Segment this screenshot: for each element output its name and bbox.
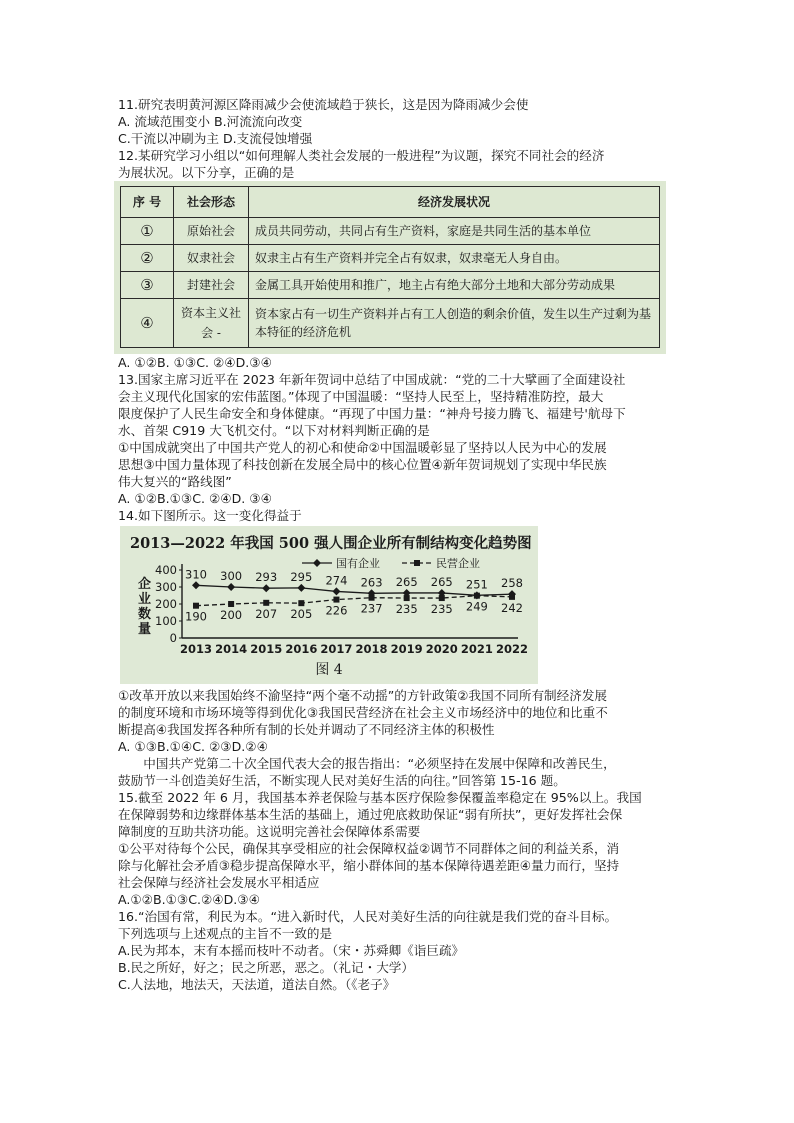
q13-line: 13.国家主席习近平在 2023 年新年贺词中总结了中国成就：“党的二十大擘画了全面建设社 <box>118 372 626 387</box>
data-label-private: 226 <box>325 603 348 618</box>
x-tick-label: 2015 <box>250 642 283 656</box>
economy-table-frame <box>114 181 666 354</box>
data-point-private <box>263 600 269 606</box>
q15-line: 在保障弱势和边缘群体基本生活的基础上，通过兜底救助保证“弱有所扶”，更好发挥社会保 <box>118 807 623 822</box>
q14-line: 断提高④我国发挥各种所有制的长处并调动了不同经济主体的积极性 <box>118 722 495 737</box>
data-point-state <box>297 584 305 592</box>
data-label-private: 242 <box>501 600 523 615</box>
y-tick-label: 400 <box>155 563 177 577</box>
table-header-num: 序 号 <box>121 187 174 218</box>
question-15 <box>118 789 678 908</box>
series-line-state <box>196 585 512 595</box>
q14-options: A. ①③B.①④C. ②③D.②④ <box>118 739 268 754</box>
data-point-state <box>332 587 340 595</box>
y-tick-label: 300 <box>155 580 177 594</box>
x-tick-label: 2013 <box>179 642 213 656</box>
exam-page <box>118 96 678 993</box>
q13-line: 水、首架 C919 大飞机交付。“以下对材料判断正确的是 <box>118 423 430 438</box>
series-line-private <box>196 596 512 606</box>
x-tick-label: 2020 <box>425 642 458 656</box>
q15-line: 15.截至 2022 年 6 月，我国基本养老保险与基本医疗保险参保覆盖率稳定在 95%以上。我国 <box>118 790 642 805</box>
data-point-private <box>404 595 410 601</box>
data-label-state: 265 <box>430 574 453 589</box>
y-tick-label: 100 <box>155 614 177 628</box>
data-point-private <box>439 595 445 601</box>
q12-stem-line1: 12.某研究学习小组以“如何理解人类社会发展的一般进程”为议题，探究不同社会的经济 <box>118 148 605 163</box>
data-label-state: 293 <box>255 570 278 585</box>
legend-label-private: 民营企业 <box>436 557 480 570</box>
table-cell-num: ② <box>121 245 174 272</box>
data-label-private: 235 <box>395 602 418 617</box>
legend-marker-private <box>414 560 420 566</box>
table-header-desc: 经济发展状况 <box>249 187 660 218</box>
intro-15-16 <box>118 755 678 789</box>
legend-label-state: 国有企业 <box>336 557 380 570</box>
ownership-trend-chart <box>120 526 538 684</box>
question-14 <box>118 507 678 755</box>
table-cell-form: 封建社会 <box>174 272 249 299</box>
y-axis-label: 数 <box>138 607 152 622</box>
q13-line: 思想③中国力量体现了科技创新在发展全局中的核心位置④新年贺词规划了实现中华民族 <box>118 457 607 472</box>
data-label-state: 295 <box>290 569 313 584</box>
q13-options: A. ①②B.①③C. ②④D. ③④ <box>118 491 272 506</box>
q15-line: 社会保障与经济社会发展水平相适应 <box>118 875 320 890</box>
q11-options-cd: C.干流以冲刷为主 D.支流侵蚀增强 <box>118 131 313 146</box>
table-cell-num: ① <box>121 218 174 245</box>
q13-line: 伟大复兴的“路线图” <box>118 474 232 489</box>
table-header-form: 社会形态 <box>174 187 249 218</box>
data-point-private <box>298 600 304 606</box>
q15-options: A.①②B.①③C.②④D.③④ <box>118 892 260 907</box>
data-label-state: 274 <box>325 573 348 588</box>
x-tick-label: 2017 <box>320 642 353 656</box>
data-label-state: 310 <box>185 567 207 582</box>
table-cell-desc: 金属工具开始使用和推广，地主占有绝大部分土地和大部分劳动成果 <box>249 272 660 299</box>
intro-line: 鼓励节一斗创造美好生活，不断实现人民对美好生活的向往。”回答第 15-16 题。 <box>118 773 566 788</box>
y-axis-label: 业 <box>138 592 152 607</box>
q16-option-a: A.民为邦本，末有本摇而枝叶不动者。（宋・苏舜卿《诣巨疏》 <box>118 943 465 958</box>
y-tick-label: 0 <box>169 631 177 645</box>
q13-line: 会主义现代化国家的宏伟蓝图。”体现了中国温暖：“坚持人民至上，坚持精准防控，最大 <box>118 389 604 404</box>
question-11 <box>118 96 678 147</box>
x-tick-label: 2022 <box>495 642 529 656</box>
q16-option-c: C.人法地，地法天，天法道，道法自然。（《老子》 <box>118 977 396 992</box>
table-row <box>121 299 660 348</box>
table-cell-desc: 资本家占有一切生产资料并占有工人创造的剩余价值，发生以生产过剩为基本特征的经济危机 <box>249 299 660 348</box>
q14-line: ①改革开放以来我国始终不渝坚持“两个毫不动摇”的方针政策②我国不同所有制经济发展 <box>118 688 608 703</box>
q15-line: 障制度的互助共济功能。这说明完善社会保障体系需要 <box>118 824 421 839</box>
data-point-private <box>193 603 199 609</box>
y-tick-label: 200 <box>155 597 177 611</box>
q15-line: ①公平对待每个公民，确保其享受相应的社会保障权益②调节不同群体之间的利益关系，消 <box>118 841 620 856</box>
q16-line: 16.“治国有常，利民为本。“进入新时代，人民对美好生活的向往就是我们党的奋斗目标。 <box>118 909 618 924</box>
q13-line: ①中国成就突出了中国共产党人的初心和使命②中国温暖彰显了坚持以人民为中心的发展 <box>118 440 607 455</box>
table-row <box>121 245 660 272</box>
q12-stem-line2: 为展状况。以下分享，正确的是 <box>118 165 295 180</box>
data-label-state: 300 <box>220 569 243 583</box>
q16-line: 下列选项与上述观点的主旨不一致的是 <box>118 926 333 941</box>
table-cell-num: ③ <box>121 272 174 299</box>
figure-caption: 图 4 <box>315 662 343 678</box>
q11-options-ab: A. 流域范围变小 B.河流流向改变 <box>118 114 303 129</box>
data-point-private <box>333 597 339 603</box>
data-label-private: 249 <box>465 599 488 614</box>
data-label-private: 207 <box>255 606 278 621</box>
table-row <box>121 218 660 245</box>
data-point-private <box>474 593 480 599</box>
economy-table <box>120 186 660 348</box>
data-label-state: 258 <box>501 576 523 591</box>
table-header-row <box>121 187 660 218</box>
q12-options: A. ①②B. ①③C. ②④D.③④ <box>118 355 272 370</box>
x-tick-label: 2021 <box>460 642 493 656</box>
data-label-private: 235 <box>430 602 453 617</box>
q15-line: 除与化解社会矛盾③稳步提高保障水平，缩小群体间的基本保障待遇差距④量力而行，坚持 <box>118 858 620 873</box>
table-cell-num: ④ <box>121 299 174 348</box>
data-label-state: 265 <box>395 574 418 589</box>
x-tick-label: 2016 <box>285 642 318 656</box>
question-12 <box>118 147 678 371</box>
data-label-private: 237 <box>360 601 383 616</box>
x-tick-label: 2019 <box>390 642 423 656</box>
chart-title: 2013—2022 年我国 500 强人围企业所有制结构变化趋势图 <box>130 535 532 552</box>
table-cell-form: 资本主义社会 - <box>174 299 249 348</box>
y-axis-label: 量 <box>138 622 152 637</box>
question-13 <box>118 371 678 507</box>
legend-marker-state <box>313 559 321 567</box>
data-point-private <box>509 594 515 600</box>
q14-stem: 14.如下图所示。这一变化得益于 <box>118 508 302 523</box>
data-point-private <box>369 595 375 601</box>
q11-stem: 11.研究表明黄河源区降雨减少会使流域趋于狭长，这是因为降雨减少会使 <box>118 97 529 112</box>
chart-svg <box>120 526 538 684</box>
data-label-private: 205 <box>290 607 313 622</box>
y-axis-label: 企 <box>138 577 152 592</box>
table-cell-desc: 奴隶主占有生产资料并完全占有奴隶，奴隶毫无人身自由。 <box>249 245 660 272</box>
table-cell-form: 原始社会 <box>174 218 249 245</box>
table-cell-form: 奴隶社会 <box>174 245 249 272</box>
x-tick-label: 2014 <box>215 642 248 656</box>
data-point-state <box>192 581 200 589</box>
data-label-state: 251 <box>465 577 488 592</box>
table-cell-desc: 成员共同劳动，共同占有生产资料，家庭是共同生活的基本单位 <box>249 218 660 245</box>
data-label-private: 200 <box>220 608 243 622</box>
intro-line: 中国共产党第二十次全国代表大会的报告指出：“必须坚持在发展中保障和改善民生， <box>143 756 616 771</box>
q16-option-b: B.民之所好，好之；民之所恶，恶之。（礼记・大学） <box>118 960 414 975</box>
data-point-state <box>262 584 270 592</box>
q13-line: 限度保护了人民生命安全和身体健康。“再现了中国力量：“神舟号接力腾飞、福建号'航母下 <box>118 406 626 421</box>
data-point-private <box>228 601 234 607</box>
data-point-state <box>227 583 235 591</box>
question-16 <box>118 908 678 993</box>
data-label-state: 263 <box>360 575 383 590</box>
q14-line: 的制度环境和市场环境等得到优化③我国民营经济在社会主义市场经济中的地位和比重不 <box>118 705 608 720</box>
table-row <box>121 272 660 299</box>
data-label-private: 190 <box>185 609 207 624</box>
x-tick-label: 2018 <box>355 642 388 656</box>
